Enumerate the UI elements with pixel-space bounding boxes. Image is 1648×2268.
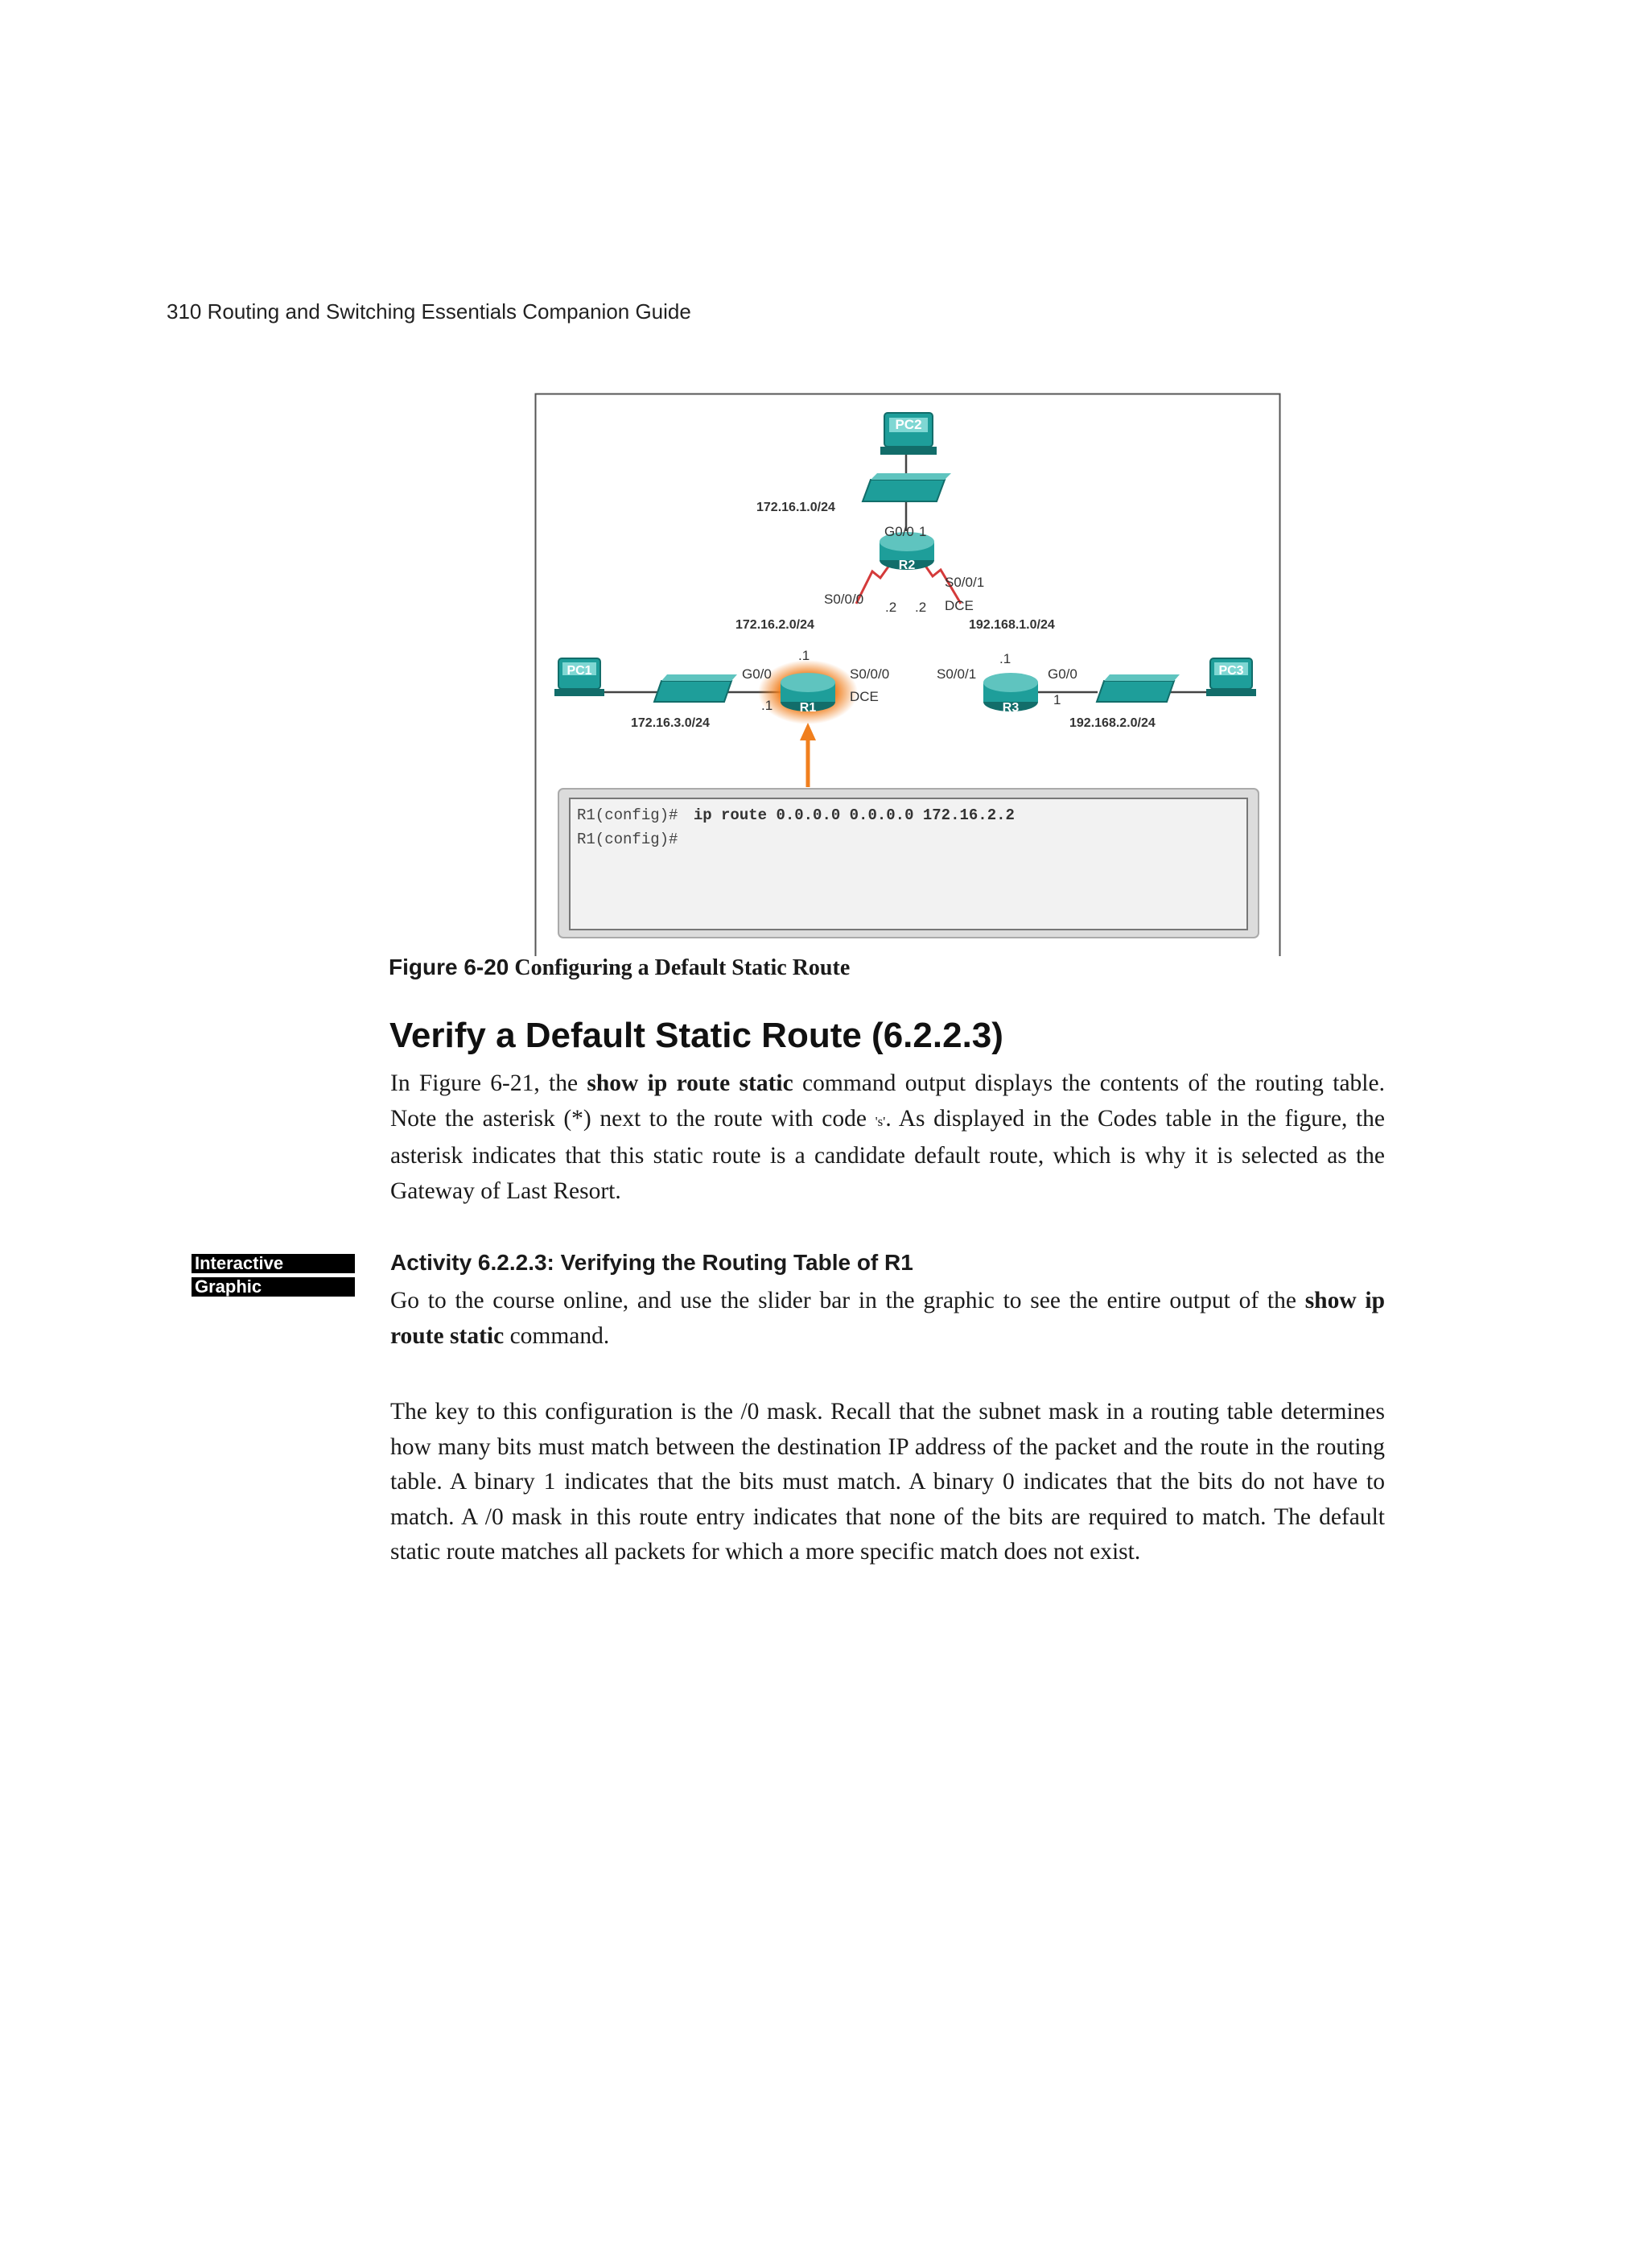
net-right-label: 192.168.2.0/24	[1069, 716, 1156, 730]
svg-text:R3: R3	[1002, 701, 1020, 715]
r3-g00-label: G0/0	[1048, 666, 1077, 682]
switch-left-icon	[654, 674, 737, 702]
r1-g00-label: G0/0	[742, 666, 772, 682]
pc2-icon	[880, 413, 937, 455]
svg-text:R1(config)# ip route 0.0: R1(config)# ip route 0.0.0.0 0.0.0.0 172.16.2.2	[577, 806, 1015, 824]
r2-s001-label: S0/0/1	[945, 575, 985, 590]
console-window	[558, 789, 1259, 938]
paragraph-1: In Figure 6-21, the show ip route static command output displays the contents of the routing table. Note the asterisk (*) next to the route with code 's'. As displayed in the Codes table in the figure, the asterisk indicates that this static route is a candidate default route, which is why it is selected as the Gateway of Last Resort.	[390, 1070, 1386, 1204]
r1-g00-host: .1	[761, 698, 773, 713]
r2-s001-host: .2	[915, 600, 927, 615]
router-r1-icon	[781, 673, 835, 715]
r1-s000-label: S0/0/0	[850, 666, 890, 682]
r2-s000-label: S0/0/0	[824, 592, 864, 607]
section-heading: Verify a Default Static Route (6.2.2.3)	[389, 1016, 1003, 1055]
r3-g00-host: 1	[1053, 692, 1061, 707]
figure-number: Figure 6-20	[389, 955, 509, 979]
svg-text:R2: R2	[898, 559, 916, 572]
r1-dce-label: DCE	[850, 689, 879, 704]
paragraph-3: The key to this configuration is the /0 mask. Recall that the subnet mask in a routing table determines how many bits must match between the destination IP address of the packet and the route in the routing table. A binary 1 indicates that the bits must match. A binary 0 indicates that the bits do not have to match. A /0 mask in this route entry indicates that none of the bits are required to match. The default static route matches all packets for which a more specific match does not exist.	[390, 1399, 1385, 1565]
r3-s001-host: .1	[999, 651, 1011, 666]
svg-text:PC1: PC1	[566, 664, 592, 678]
r1-s000-host: .1	[798, 648, 810, 663]
r3-s001-label: S0/0/1	[937, 666, 977, 682]
router-r3-icon	[983, 673, 1038, 715]
r2-s000-host: .2	[885, 600, 897, 615]
running-head: 310 Routing and Switching Essentials Companion Guide	[167, 299, 691, 324]
svg-text:PC3: PC3	[1218, 664, 1244, 678]
pc3-icon	[1206, 658, 1256, 696]
switch-right-icon	[1097, 674, 1180, 702]
interactive-graphic-badge: Interactive	[192, 1254, 355, 1273]
net-r1r2-label: 172.16.2.0/24	[735, 618, 814, 632]
activity-paragraph: Go to the course online, and use the slider bar in the graphic to see the entire output of the show ip route static command.	[390, 1288, 1386, 1349]
r2-g00-host: 1	[919, 524, 927, 539]
net-top-label: 172.16.1.0/24	[756, 501, 835, 514]
svg-text:R1: R1	[799, 701, 817, 715]
figure-caption	[389, 955, 850, 981]
net-r2r3-label: 192.168.1.0/24	[969, 618, 1055, 632]
r2-g00-label: G0/0	[884, 524, 914, 539]
switch-top-icon	[863, 473, 951, 501]
interactive-graphic-badge-line2: Graphic	[192, 1277, 355, 1297]
pc1-icon	[554, 658, 604, 696]
topology-figure	[534, 393, 1281, 956]
net-left-label: 172.16.3.0/24	[631, 716, 710, 730]
svg-text:R1(config)#: R1(config)#	[577, 831, 678, 848]
r2-dce-label: DCE	[945, 598, 974, 613]
figure-title: Configuring a Default Static Route	[514, 955, 851, 980]
svg-text:PC2: PC2	[895, 417, 922, 432]
activity-title: Activity 6.2.2.3: Verifying the Routing Table of R1	[390, 1250, 913, 1275]
